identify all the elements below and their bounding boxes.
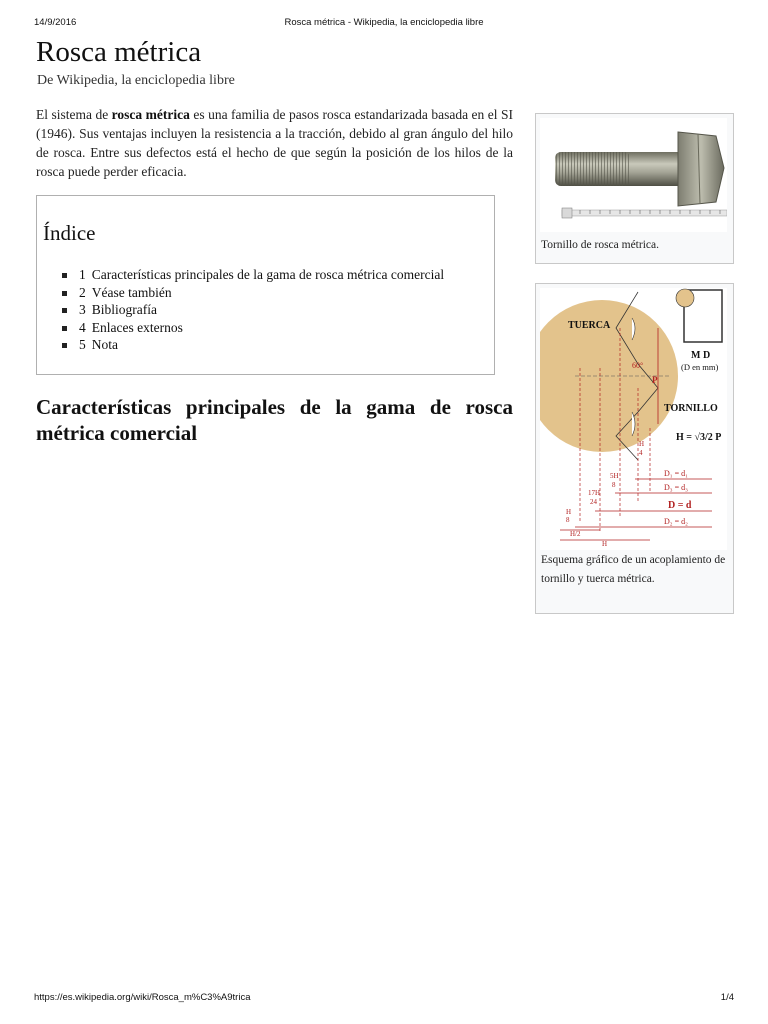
diagram-caption: Esquema gráfico de un acoplamiento de tornillo y tuerca métrica. bbox=[541, 554, 726, 585]
svg-text:H: H bbox=[602, 540, 608, 548]
toc-item[interactable] bbox=[62, 336, 444, 354]
thread-diagram-image bbox=[540, 288, 727, 550]
svg-text:4: 4 bbox=[639, 449, 643, 457]
print-footer bbox=[0, 992, 768, 1006]
toc-item-number: 3 bbox=[79, 302, 86, 317]
svg-text:D = d: D = d bbox=[668, 500, 692, 511]
table-of-contents bbox=[36, 195, 495, 375]
bolt-caption: Tornillo de rosca métrica. bbox=[541, 239, 659, 251]
intro-text-end: es una familia de pasos rosca estandarizada basada en el SI (1946). Sus ventajas incluyen la resistencia a la tracción, debido al gran ángulo del hilo de rosca. Entre sus defectos está el hecho de que según la posición de los hilos de la rosca puede perder eficacia. bbox=[36, 107, 513, 179]
toc-item[interactable] bbox=[62, 301, 444, 319]
bolt-figure bbox=[535, 113, 734, 264]
toc-item-number: 4 bbox=[79, 319, 86, 335]
toc-item[interactable] bbox=[62, 266, 444, 284]
svg-text:24: 24 bbox=[590, 498, 597, 506]
svg-text:H/2: H/2 bbox=[570, 530, 581, 538]
svg-text:H: H bbox=[566, 508, 572, 516]
intro-bold-link[interactable]: rosca métrica bbox=[111, 107, 190, 122]
toc-item[interactable] bbox=[62, 284, 444, 302]
toc-item-label[interactable]: Nota bbox=[91, 337, 118, 352]
page-subtitle: De Wikipedia, la enciclopedia libre bbox=[37, 73, 235, 88]
print-date: 14/9/2016 bbox=[34, 17, 77, 28]
bolt-image bbox=[540, 118, 727, 232]
diagram-pitch-label: P bbox=[652, 375, 658, 385]
diagram-tornillo-label: TORNILLO bbox=[664, 403, 718, 414]
svg-text:M D: M D bbox=[691, 350, 711, 361]
toc-item-number: 5 bbox=[79, 337, 86, 352]
toc-item-label[interactable]: Véase también bbox=[91, 284, 172, 300]
toc-title: Índice bbox=[43, 221, 96, 245]
diagram-formula: H = √3/2 P bbox=[676, 432, 722, 443]
intro-text-start: El sistema de bbox=[36, 107, 112, 122]
toc-item[interactable] bbox=[62, 319, 444, 337]
intro-paragraph bbox=[36, 105, 513, 181]
svg-text:D₂ = d₂: D₂ = d₂ bbox=[664, 517, 688, 526]
section-heading: Características principales de la gama de rosca métrica comercial bbox=[36, 395, 513, 445]
diagram-tuerca-label: TUERCA bbox=[568, 320, 611, 331]
toc-item-label[interactable]: Enlaces externos bbox=[91, 319, 183, 335]
thread-diagram[interactable] bbox=[540, 288, 727, 550]
print-page-title: Rosca métrica - Wikipedia, la enciclopedia libre bbox=[284, 17, 484, 28]
toc-list bbox=[62, 266, 444, 354]
svg-text:H: H bbox=[639, 440, 645, 448]
thread-diagram-figure bbox=[535, 283, 734, 614]
svg-text:17H: 17H bbox=[588, 489, 601, 497]
toc-item-label[interactable]: Bibliografía bbox=[91, 302, 157, 317]
svg-text:(D en mm): (D en mm) bbox=[681, 362, 719, 372]
print-url: https://es.wikipedia.org/wiki/Rosca_m%C3%A9trica bbox=[34, 992, 251, 1003]
print-page-number: 1/4 bbox=[720, 992, 734, 1003]
toc-item-number: 1 bbox=[79, 267, 86, 282]
svg-text:5H: 5H bbox=[610, 472, 619, 480]
svg-text:D₁ = d₁: D₁ = d₁ bbox=[664, 469, 688, 478]
svg-text:D₃ = d₃: D₃ = d₃ bbox=[664, 483, 688, 492]
print-header bbox=[0, 17, 768, 31]
svg-text:8: 8 bbox=[566, 516, 570, 524]
toc-item-label[interactable]: Características principales de la gama de rosca métrica comercial bbox=[91, 267, 445, 282]
page-title: Rosca métrica bbox=[36, 36, 202, 68]
toc-item-number: 2 bbox=[79, 284, 86, 300]
svg-text:8: 8 bbox=[612, 481, 616, 489]
bolt-photo[interactable] bbox=[540, 118, 727, 232]
svg-text:60°: 60° bbox=[632, 361, 644, 370]
